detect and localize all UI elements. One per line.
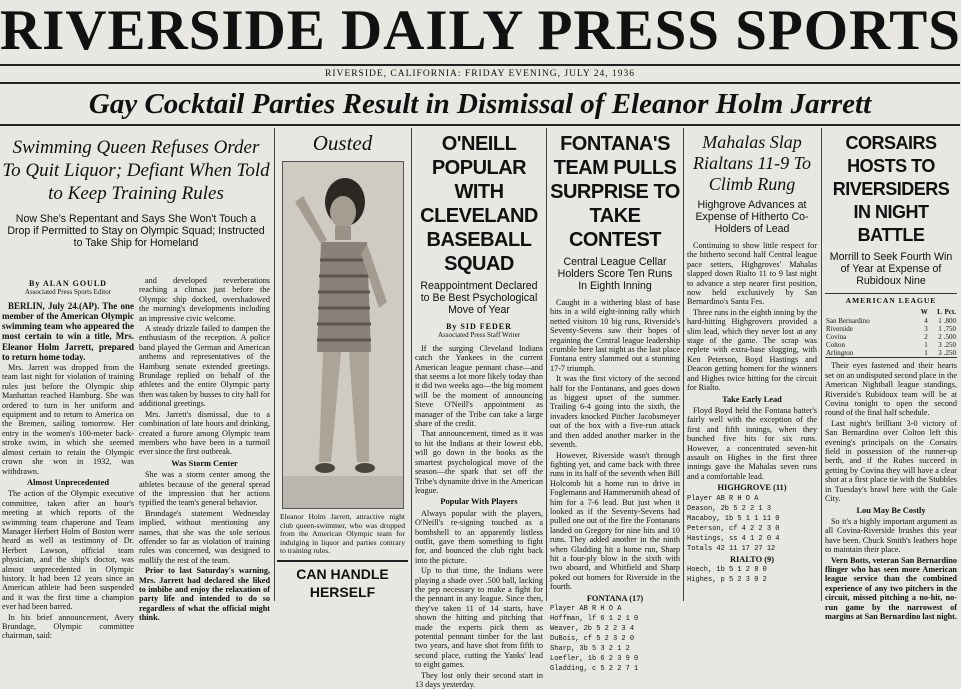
- box-score-line: Highes, p 5 2 3 0 2: [687, 575, 767, 584]
- story-holm-col2: [139, 276, 270, 623]
- column-rule: [274, 128, 275, 601]
- paragraph: Brundage's statement Wednesday implied, without mentioning any names, that she was the sole serious offender so far as violation of training rules was concerned, was designed to mollify the rest of the team.: [139, 508, 270, 565]
- wins: 1: [924, 349, 928, 358]
- paragraph: BERLIN, July 24.(AP). The one member of the American Olympic swimming team who appeared the most certain to win a title, Mrs. Eleanor Holm Jarrett, prepared to return home today.: [2, 300, 134, 362]
- paragraph: Three runs in the eighth inning by the hard-hitting Highgrovers provided a slim lead, which they never lost at any stage of the game. The scrap was replete with extra-base slugging, with Ken Peterson, Boyd Hastings and Deacon getting homers for the winners and Highes twice hitting for the circuit for Rialto.: [687, 307, 817, 393]
- losses: 1: [938, 317, 942, 326]
- column-rule: [411, 128, 412, 601]
- standings-row: [825, 341, 957, 349]
- story-corsairs-subhead: Lou May Be Costly: [856, 505, 926, 515]
- story-corsairs: [825, 128, 957, 621]
- story-oneill-byline-role: Associated Press Staff Writer: [437, 331, 521, 340]
- paragraph: Vern Botts, veteran San Bernardino flinger who has seen more American league service than the combined experience of any two pitchers in the circuit, missed pitching a no-hit, no-run game by the narrowest of margins at San Bernardino last night.: [825, 555, 957, 621]
- pct: .750: [943, 325, 956, 334]
- standings-header-cell: W: [920, 308, 928, 317]
- standings-header-cell: L: [937, 308, 942, 317]
- story-holm-col1: [2, 276, 134, 641]
- paragraph: It was the first victory of the second half for the Fontanans, and goes down as biggest upset of the summer. Trailing 6-4 going into the sixth, the invaders knocked Pitcher Jacobsmeyer out of the box with a five-run attack and then added another marker in the seventh.: [550, 374, 680, 450]
- pct: .250: [943, 349, 956, 358]
- story-holm-byline: By ALAN GOULD: [29, 279, 107, 288]
- paragraph: Caught in a withering blast of base hits in a wild eight-inning rally which netted visitors 10 big runs, Riverside's Seventy-Sevens saw their hopes of regaining the Central league leadership crumble here last night as the last place Fontana entry slammed out a stunning 17-7 triumph.: [550, 298, 680, 373]
- wins: 1: [924, 341, 928, 350]
- box-score-line: Sharp, 3b 5 3 2 1 2: [550, 645, 630, 653]
- column-rule: [546, 128, 547, 601]
- box-score-line: Totals 42 11 17 27 12: [687, 544, 776, 553]
- photo-eleanor-holm: [282, 161, 404, 509]
- column-rule: [683, 128, 684, 601]
- story-oneill-subhead: Popular With Players: [440, 497, 518, 507]
- standings-row: [825, 333, 957, 341]
- box-score-line: Deason, 2b 5 2 2 1 3: [687, 504, 772, 513]
- box-score-line: Macaboy, 1b 5 1 1 11 0: [687, 514, 780, 523]
- photo-column: [277, 128, 408, 601]
- story-oneill-headline: O'NEILL POPULAR WITH CLEVELAND BASEBALL SQUAD: [420, 133, 538, 275]
- paragraph: Up to that time, the Indians were playing a shade over .500 ball, lacking the pep necessary to make a fight for the pennant in any league. Since then, they've taken 11 of 14 starts, have shown the hitting and pitching that made the experts pick them as potential pennant timber for the last two years, and have shot from fifth to second place, cutting the Yanks' lead to eight games.: [415, 566, 543, 670]
- team-name: Colton: [826, 341, 846, 350]
- pct: .250: [943, 341, 956, 350]
- story-holm-deck: Now She's Repentant and Says She Won't Touch a Drop if Permitted to Stay on Olympic Squad; Instructed to Take Ship for Homeland: [7, 213, 265, 249]
- photo-bottom-headline: CAN HANDLE HERSELF: [277, 560, 408, 601]
- story-mahalas-subhead: Take Early Lead: [722, 394, 782, 404]
- wins: 2: [924, 333, 928, 342]
- losses: 2: [938, 333, 942, 342]
- box-score-line: Hoech, 1b 5 1 2 8 0: [687, 565, 767, 574]
- box-score-line: Player AB R H O A: [687, 494, 759, 503]
- paragraph: and developed reverberations reaching a climax just before the Olympic ship docked, overshadowed the morning's developments including an impressive civic welcome.: [139, 276, 270, 323]
- photo-caption: Eleanor Holm Jarrett, attractive night club queen-swimmer, who was dropped from the American Olympic team for indulging in liquor and parties contrary to training rules.: [280, 512, 405, 556]
- paragraph: So it's a highly important argument as all Covina-Riverside brushes this year have been. Chuck Smith's leathers hope to maintain their place.: [825, 516, 957, 555]
- story-fontana-headline: FONTANA'S TEAM PULLS SURPRISE TO TAKE CONTEST: [550, 133, 680, 251]
- story-oneill-deck: Reappointment Declared to Be Best Psychological Move of Year: [420, 280, 538, 316]
- paragraph: However, Riverside wasn't through fighting yet, and came back with three runs in its half of the seventh when Bill Holcomb hit a home run to drive in Foglemann and Hammersmith ahead of him for a 7-6 lead. But just when it looked as if the Seventy-Sevens had pulled one out of the fire the Fontanans landed on Gregory for nine hits and 10 runs. They added another in the ninth when Gladding hit a home run, Sharp hit a four-ply blow in the sixth with two aboard, and Whitfield and Sharp poked out homers for Riverside in the fourth.: [550, 450, 680, 592]
- paragraph: They lost only their second start in 13 days yesterday.: [415, 670, 543, 689]
- masthead: RIVERSIDE DAILY PRESS SPORTS: [0, 0, 961, 62]
- box-score-line: Hastings, ss 4 1 2 0 4: [687, 534, 780, 543]
- photo-label: Ousted: [312, 131, 373, 155]
- team-name: Riverside: [826, 325, 853, 334]
- standings-title: AMERICAN LEAGUE: [845, 296, 937, 305]
- box-score-title: RIALTO (9): [730, 554, 774, 564]
- box-score-title: HIGHGROVE (11): [717, 483, 787, 493]
- paragraph: A steady drizzle failed to dampen the enthusiasm of the reception. A police band played the German and American anthems and representatives of the Hamburg senate extended greetings. Brundage replied on behalf of the athletes and the entire Olympic party then was taken by busses to city hall for additional greetings.: [139, 324, 270, 409]
- column-rule: [821, 128, 822, 601]
- paragraph: If the surging Cleveland Indians catch the Yankees in the current American league pennant chase—and that seems a lot more likely today than it did two weeks ago—the big moment will be the moment of announcing Steve O'Neill's appointment as manager of the Tribe can take a large share of the credit.: [415, 343, 543, 429]
- losses: 3: [938, 349, 942, 358]
- dateline: RIVERSIDE, CALIFORNIA: FRIDAY EVENING, JULY 24, 1936: [0, 64, 960, 84]
- box-score-line: Peterson, cf 4 2 2 3 0: [687, 524, 780, 533]
- losses: 3: [938, 341, 942, 350]
- standings-header-cell: Pct.: [944, 308, 956, 317]
- paragraph: Floyd Boyd held the Fontana batter's fairly well with the exception of the first and fifth innings, when they bunched five hits for six runs. However, a concentrated seven-hit assault on Highes in the first three innings gave the Mahalas seven runs and a comfortable lead.: [687, 405, 817, 481]
- standings-header-cell: [825, 307, 915, 317]
- losses: 1: [938, 325, 942, 334]
- paragraph: Mrs. Jarrett was dropped from the team last night for violation of training rules just before the Olympic ship Manhattan reached Hamburg. She was ordered to turn in her uniform and equipment and to return to America on the Bremen, sailing tomorrow. Her entry in the women's 100-meter back-stroke swim, in which she seemed almost certain to retain the Olympic crown she won in 1932, was withdrawn.: [2, 363, 134, 476]
- paragraph: Mrs. Jarrett's dismissal, due to a combination of late hours and drinking, created a furore among Olympic team members who have been in a turmoil ever since the first outbreak.: [139, 409, 270, 457]
- paragraph: She was a storm center among the athletes because of the general spread of the impression that her actions typified the team's general behavior.: [139, 470, 270, 508]
- standings-table: [825, 293, 957, 358]
- story-holm-subhead-2: Was Storm Center: [171, 458, 238, 468]
- box-score-line: Weaver, 2b 5 2 2 3 4: [550, 625, 635, 633]
- paragraph: In his brief announcement, Avery Brundage, Olympic committee chairman, said:: [2, 612, 134, 641]
- story-fontana: [550, 128, 680, 673]
- paragraph: That announcement, timed as it was to hit the Indians at their lowest ebb, will go down in the books as the smartest psychological move of the season—the spark that set off the Tribe's dynamite drive in the American league.: [415, 429, 543, 495]
- paragraph: Always popular with the players, O'Neill's re-signing touched as a bombshell to an apparently listless outfit, gave them something to fight for, and bounced the club right back into the picture.: [415, 508, 543, 565]
- box-score-line: DuBois, cf 5 2 3 2 0: [550, 635, 635, 643]
- pct: .800: [943, 317, 956, 326]
- story-mahalas-deck: Highgrove Advances at Expense of Hitherto Co-Holders of Lead: [695, 199, 809, 235]
- story-oneill: [415, 128, 543, 689]
- story-holm-subhead: Almost Unprecedented: [27, 477, 109, 487]
- story-holm-headline: Swimming Queen Refuses Order To Quit Liquor; Defiant When Told to Keep Training Rules: [2, 137, 270, 204]
- box-score-line: Loefler, 1b 6 2 3 9 0: [550, 655, 639, 663]
- story-holm-byline-role: Associated Press Sports Editor: [24, 288, 112, 297]
- banner-headline: Gay Cocktail Parties Result in Dismissal of Eleanor Holm Jarrett: [0, 84, 960, 126]
- paragraph: The action of the Olympic executive committee, taken after an hour's meeting at which reports of the swimming team chaperone and Team Manager Herbert Holm of Boston were heard as well as testimony of Dr. Herbert Lawson, official team physician, and the ship's doctor, was almost unprecedented in Olympic history. It had been 12 years since an American athlete had been suspended and it was the first time a champion ever had been barred.: [2, 489, 134, 612]
- team-name: Covina: [826, 333, 847, 342]
- paragraph: Their eyes fastened and their hearts set on an undisputed second place in the American Nightball league standings, Riverside's Rubidoux team will be at Covina tonight to open the second round of the final half schedule.: [825, 361, 957, 418]
- team-name: San Bernardino: [826, 317, 870, 326]
- paragraph: Prior to last Saturday's warning, Mrs. Jarrett had declared she liked to imbibe and enjoy the relaxation of party life and intended to do so regardless of what the official might think.: [139, 566, 270, 623]
- story-fontana-deck: Central League Cellar Holders Score Ten Runs In Eighth Inning: [557, 256, 673, 292]
- team-name: Arlington: [826, 349, 854, 358]
- wins: 4: [924, 317, 928, 326]
- story-corsairs-headline: CORSAIRS HOSTS TO RIVERSIDERS IN NIGHT BATTLE: [832, 133, 950, 245]
- photo-figure: [283, 162, 403, 508]
- box-score-line: Player AB R H O A: [550, 605, 622, 613]
- standings-row: [825, 325, 957, 333]
- pct: .500: [943, 333, 956, 342]
- paragraph: Last night's brilliant 3-0 victory of San Bernardino over Colton left this evening's principals on the Corsairs field in possession of the runner-up berth, and if the Rubes succeed in getting by Covina they will have a clear shot at a first place tie with the Stubbles in Tuesday's brawl here with the Gale City.: [825, 418, 957, 504]
- paragraph: Continuing to show little respect for the hitherto second half Central league pace setters, Highgroves' Mahalas slapped down Rialto 11 to 9 last night to advance a step nearer first position, now held exclusively by San Bernardino's Santa Fes.: [687, 241, 817, 307]
- box-score-title: FONTANA (17): [586, 593, 644, 603]
- standings-row: [825, 317, 957, 325]
- wins: 3: [924, 325, 928, 334]
- box-score-line: Gladding, c 5 2 2 7 1: [550, 665, 639, 673]
- story-mahalas: [687, 128, 817, 601]
- story-oneill-byline: By SID FEDER: [446, 322, 512, 331]
- standings-row: [825, 349, 957, 357]
- box-score-line: Hoffman, lf 6 1 2 1 0: [550, 615, 639, 623]
- standings-header-row: [825, 307, 957, 317]
- story-corsairs-deck: Morrill to Seek Fourth Win of Year at Expense of Rubidoux Nine: [829, 251, 953, 287]
- story-mahalas-headline: Mahalas Slap Rialtans 11-9 To Climb Rung: [692, 132, 812, 194]
